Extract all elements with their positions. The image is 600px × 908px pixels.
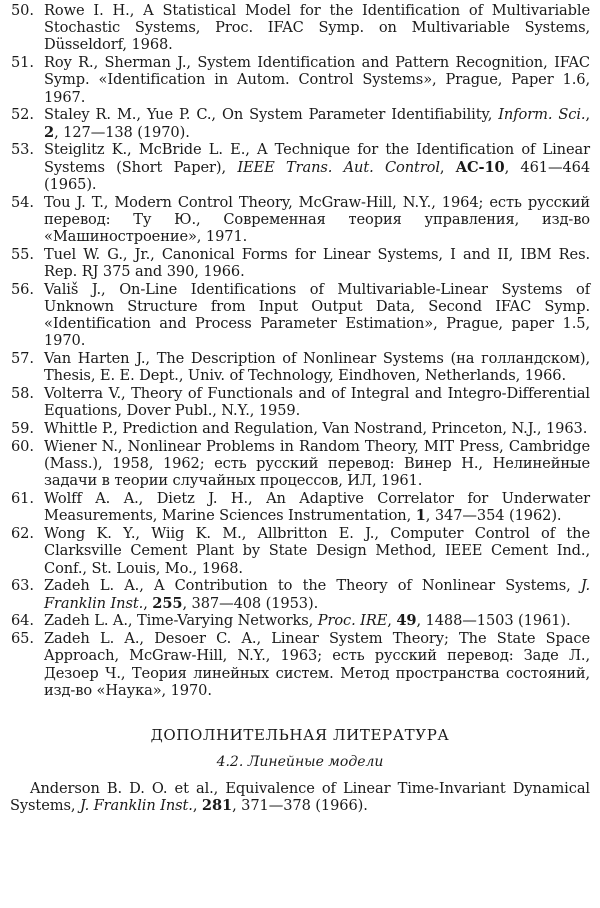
reference-number: 56. [11, 280, 34, 298]
reference-item [10, 525, 590, 577]
ref-italic-segment: Proc. IRE [317, 612, 388, 630]
reference-number: 64. [11, 612, 34, 630]
ref-italic-segment: J. Franklin Inst. [79, 797, 193, 815]
ref-italic-segment: Inform. Sci. [498, 106, 586, 124]
reference-number: 62. [11, 525, 34, 543]
ref-text-segment: Volterra V., Theory of Functionals and of Integral and Integro-Differential Equations, Dover Publ., N.Y., 1959. [44, 385, 590, 420]
ref-bold-segment: 281 [201, 797, 233, 815]
reference-item [10, 385, 590, 419]
reference-number: 61. [11, 490, 34, 508]
ref-bold-segment: AC-10 [455, 158, 505, 176]
reference-item [10, 246, 590, 280]
ref-text-segment: Zadeh L. A., Time-Varying Networks, [44, 612, 318, 630]
reference-item [10, 630, 590, 699]
reference-text [44, 246, 590, 280]
ref-bold-segment: 1 [415, 507, 426, 525]
ref-text-segment: , [585, 106, 590, 124]
reference-text [44, 525, 590, 577]
reference-number: 53. [11, 141, 34, 159]
reference-item [10, 612, 590, 629]
ref-bold-segment: 49 [396, 612, 417, 630]
reference-text [44, 54, 590, 106]
reference-text [44, 612, 590, 629]
ref-text-segment: , [387, 612, 397, 630]
reference-text [44, 490, 590, 524]
ref-text-segment: Zadeh L. A., A Contribution to the Theory of Nonlinear Systems, [44, 577, 581, 595]
reference-number: 63. [11, 577, 34, 595]
reference-item [10, 141, 590, 193]
additional-reference [10, 780, 590, 814]
ref-text-segment: , 127—138 (1970). [54, 123, 190, 141]
ref-text-segment: Wiener N., Nonlinear Problems in Random Theory, MIT Press, Cambridge (Mass.), 1958, 1962; есть русский перевод: Винер Н., Нелинейные задачи в теории случайных процессов, ИЛ, 1961. [44, 438, 590, 490]
reference-text [44, 385, 590, 419]
reference-text [44, 281, 590, 350]
reference-list [10, 2, 590, 699]
ref-text-segment: Tou J. T., Modern Control Theory, McGraw-Hill, N.Y., 1964; есть русский перевод: Ту Ю., Современная теория управления, изд-во «Машиностроение», 1971. [44, 193, 590, 246]
ref-text-segment: Tuel W. G., Jr., Canonical Forms for Linear Systems, I and II, IBM Res. Rep. RJ 375 and 390, 1966. [44, 245, 590, 281]
ref-text-segment: , [143, 594, 153, 612]
reference-number: 59. [11, 420, 34, 438]
ref-text-segment: Steiglitz K., McBride L. E., A Technique for the Identification of Linear Systems (Short Paper), [44, 141, 590, 176]
reference-text [44, 141, 590, 193]
ref-text-segment: Anderson B. D. O. et al., Equivalence of Linear Time-Invariant Dynamical Systems, [10, 780, 590, 815]
section-heading: ДОПОЛНИТЕЛЬНАЯ ЛИТЕРАТУРА [150, 726, 450, 745]
reference-text [44, 2, 590, 54]
ref-italic-segment: J. Franklin Inst. [44, 577, 590, 612]
ref-bold-segment: 255 [152, 594, 183, 612]
ref-italic-segment: IEEE Trans. Aut. Control [237, 158, 440, 176]
reference-item [10, 2, 590, 54]
reference-number: 60. [11, 438, 34, 456]
reference-item [10, 350, 590, 384]
ref-text-segment: Van Harten J., The Description of Nonlinear Systems (на голландском), Thesis, E. E. Dept., Univ. of Technology, Eindhoven, Netherlands, 1966. [44, 350, 590, 385]
reference-text [44, 420, 590, 437]
reference-item [10, 438, 590, 490]
reference-number: 50. [11, 2, 34, 19]
reference-text [44, 106, 590, 140]
reference-item [10, 106, 590, 140]
reference-number: 55. [11, 245, 34, 263]
reference-item [10, 577, 590, 611]
ref-bold-segment: 2 [44, 123, 55, 141]
ref-text-segment: Staley R. M., Yue P. C., On System Parameter Identifiability, [44, 106, 499, 124]
reference-number: 54. [11, 193, 34, 211]
ref-text-segment: , [439, 158, 456, 176]
reference-text [44, 577, 590, 611]
reference-number: 57. [11, 350, 34, 368]
ref-text-segment: , 371—378 (1966). [232, 797, 368, 815]
ref-text-segment: Vališ J., On-Line Identifications of Multivariable-Linear Systems of Unknown Structure from Input Output Data, Second IFAC Symp. «Identification and Process Parameter Estimation», Prague, paper 1.5, 1970. [44, 280, 590, 350]
reference-item [10, 281, 590, 350]
ref-text-segment: Wong K. Y., Wiig K. M., Allbritton E. J., Computer Control of the Clarksville Cement Plant by State Design Method, IEEE Cement Ind., Conf., St. Louis, Mo., 1968. [44, 525, 590, 577]
ref-text-segment: , 1488—1503 (1961). [416, 612, 571, 630]
ref-text-segment: , 347—354 (1962). [425, 507, 562, 525]
ref-text-segment: Whittle P., Prediction and Regulation, Van Nostrand, Princeton, N.J., 1963. [44, 420, 588, 438]
reference-text [44, 630, 590, 699]
reference-number: 52. [11, 106, 34, 124]
reference-number: 65. [11, 630, 34, 648]
reference-text [44, 194, 590, 246]
section-subheading: 4.2. Линейные модели [216, 754, 384, 771]
reference-item [10, 54, 590, 106]
reference-item [10, 490, 590, 524]
reference-text [44, 350, 590, 384]
ref-text-segment: Zadeh L. A., Desoer C. A., Linear System Theory; The State Space Approach, McGraw-Hill, N.Y., 1963; есть русский перевод: Заде Л., Дезоер Ч., Теория линейных систем. Метод пространства состояний, изд-во «Наука», 1970. [44, 630, 590, 699]
ref-text-segment: , [192, 797, 202, 815]
ref-text-segment: Wolff A. A., Dietz J. H., An Adaptive Correlator for Underwater Measurements, Marine Sciences Instrumentation, [44, 490, 590, 525]
ref-text-segment: , 387—408 (1953). [182, 594, 319, 612]
reference-item [10, 194, 590, 246]
reference-text [44, 438, 590, 490]
reference-number: 51. [11, 54, 34, 72]
ref-text-segment: , 461—464 (1965). [44, 158, 591, 193]
ref-text-segment: Roy R., Sherman J., System Identification and Pattern Recognition, IFAC Symp. «Identification in Autom. Control Systems», Prague, Paper 1.6, 1967. [44, 54, 590, 106]
ref-text-segment: Rowe I. H., A Statistical Model for the Identification of Multivariable Stochastic Systems, Proc. IFAC Symp. on Multivariable Systems, Düsseldorf, 1968. [44, 2, 590, 54]
reference-number: 58. [11, 385, 34, 403]
reference-item [10, 420, 590, 437]
